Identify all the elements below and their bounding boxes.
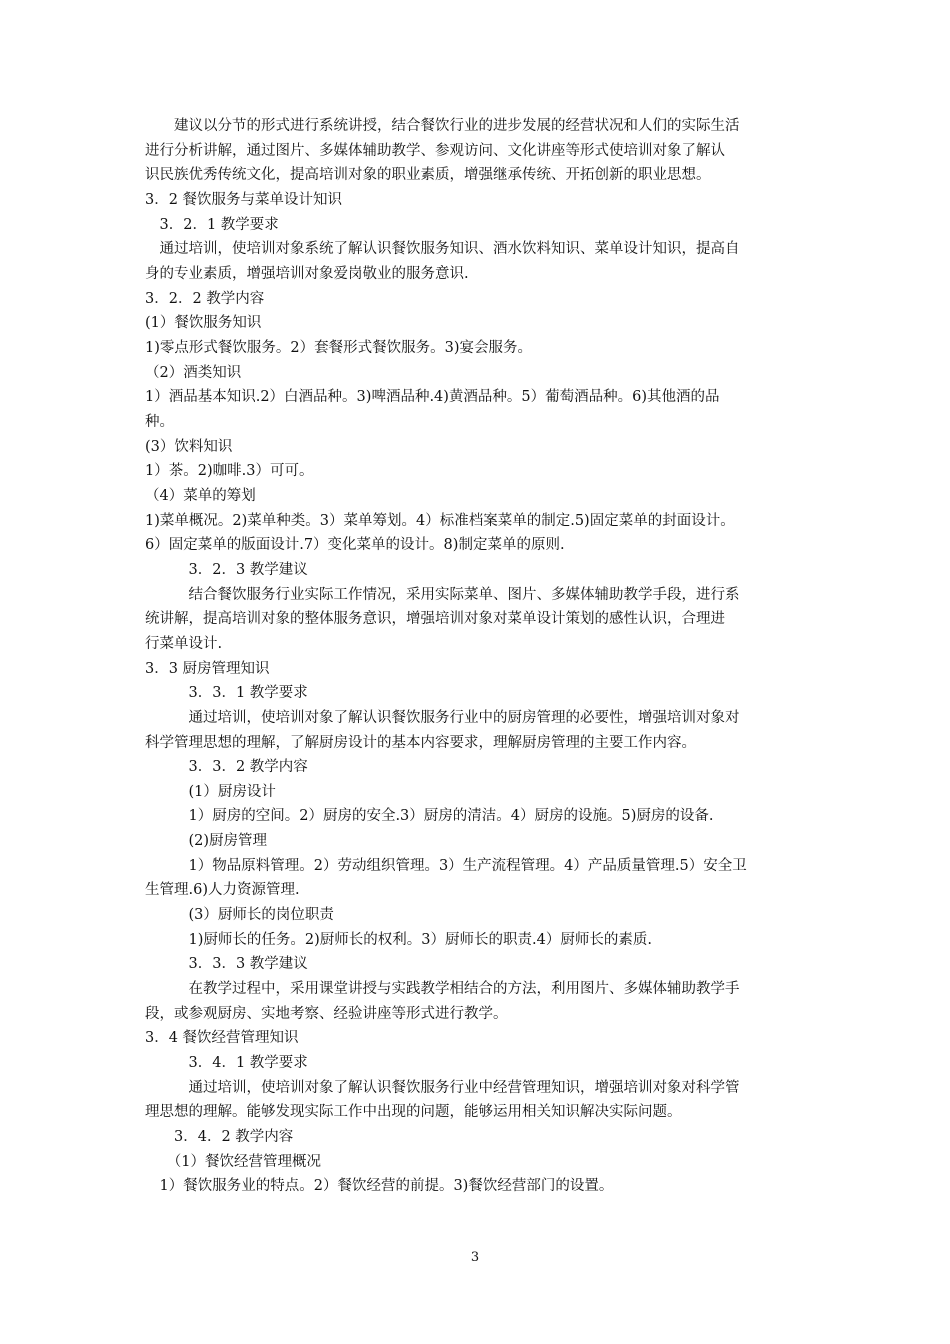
text-line: 1）物品原料管理。2）劳动组织管理。3）生产流程管理。4）产品质量管理.5）安全卫 [145,858,747,874]
text-line: 1）厨房的空间。2）厨房的安全.3）厨房的清洁。4）厨房的设施。5)厨房的设备. [145,808,714,824]
text-line: 生管理.6)人力资源管理. [145,882,300,898]
text-line: 科学管理思想的理解，了解厨房设计的基本内容要求，理解厨房管理的主要工作内容。 [145,735,696,751]
text-line: （2）酒类知识 [145,365,242,381]
text-line: 建议以分节的形式进行系统讲授，结合餐饮行业的进步发展的经营状况和人们的实际生活 [145,118,740,134]
text-line: (3）厨师长的岗位职责 [145,907,334,923]
text-line: 进行分析讲解，通过图片、多媒体辅助教学、参观访问、文化讲座等形式使培训对象了解认 [145,143,725,159]
text-line: （4）菜单的筹划 [145,488,256,504]
text-line: 结合餐饮服务行业实际工作情况，采用实际菜单、图片、多媒体辅助教学手段，进行系 [145,587,740,603]
text-line: 识民族优秀传统文化，提高培训对象的职业素质，增强继承传统、开拓创新的职业思想。 [145,167,711,183]
text-line: 3．2．3 教学建议 [145,562,308,578]
text-line: 3．3．2 教学内容 [145,759,308,775]
text-line: 3．4．1 教学要求 [145,1055,308,1071]
text-line: (1）餐饮服务知识 [145,315,262,331]
text-line: 3．3．3 教学建议 [145,956,308,972]
text-line: 行菜单设计. [145,636,223,652]
text-line: 种。 [145,414,174,430]
text-line: 6）固定菜单的版面设计.7）变化菜单的设计。8)制定菜单的原则. [145,537,565,553]
text-line: 1）茶。2)咖啡.3）可可。 [145,463,314,479]
text-line: 3．4 餐饮经营管理知识 [145,1030,299,1046]
text-line: 身的专业素质，增强培训对象爱岗敬业的服务意识. [145,266,469,282]
text-line: 3．2．2 教学内容 [145,291,265,307]
text-line: 段，或参观厨房、实地考察、经验讲座等形式进行教学。 [145,1006,508,1022]
page-number: 3 [470,1250,480,1265]
text-line: 通过培训，使培训对象系统了解认识餐饮服务知识、酒水饮料知识、菜单设计知识，提高自 [145,241,740,257]
text-line: 1)零点形式餐饮服务。2）套餐形式餐饮服务。3)宴会服务。 [145,340,532,356]
text-line: 3．3．1 教学要求 [145,685,308,701]
text-line: 在教学过程中，采用课堂讲授与实践教学相结合的方法，利用图片、多媒体辅助教学手 [145,981,740,997]
text-line: 1)厨师长的任务。2)厨师长的权利。3）厨师长的职责.4）厨师长的素质. [145,932,652,948]
text-line: （1）餐饮经营管理概况 [145,1154,321,1170]
text-line: 理思想的理解。能够发现实际工作中出现的问题，能够运用相关知识解决实际问题。 [145,1104,682,1120]
text-line: 1）餐饮服务业的特点。2）餐饮经营的前提。3)餐饮经营部门的设置。 [145,1178,614,1194]
text-line: 统讲解，提高培训对象的整体服务意识，增强培训对象对菜单设计策划的感性认识，合理进 [145,611,725,627]
text-line: 3．2．1 教学要求 [145,217,279,233]
text-line: 通过培训，使培训对象了解认识餐饮服务行业中的厨房管理的必要性，增强培训对象对 [145,710,740,726]
text-line: (3）饮料知识 [145,439,233,455]
text-line: 3．4．2 教学内容 [145,1129,294,1145]
text-line: 1）酒品基本知识.2）白酒品种。3)啤酒品种.4)黄酒品种。5）葡萄酒品种。6)其他酒的品 [145,389,720,405]
text-line: (1）厨房设计 [145,784,276,800]
text-line: 1)菜单概况。2)菜单种类。3）菜单筹划。4）标准档案菜单的制定.5)固定菜单的封面设计。 [145,513,735,529]
text-line: 通过培训，使培训对象了解认识餐饮服务行业中经营管理知识，增强培训对象对科学管 [145,1080,740,1096]
text-line: 3．3 厨房管理知识 [145,661,270,677]
text-line: (2)厨房管理 [145,833,268,849]
text-line: 3．2 餐饮服务与菜单设计知识 [145,192,343,208]
